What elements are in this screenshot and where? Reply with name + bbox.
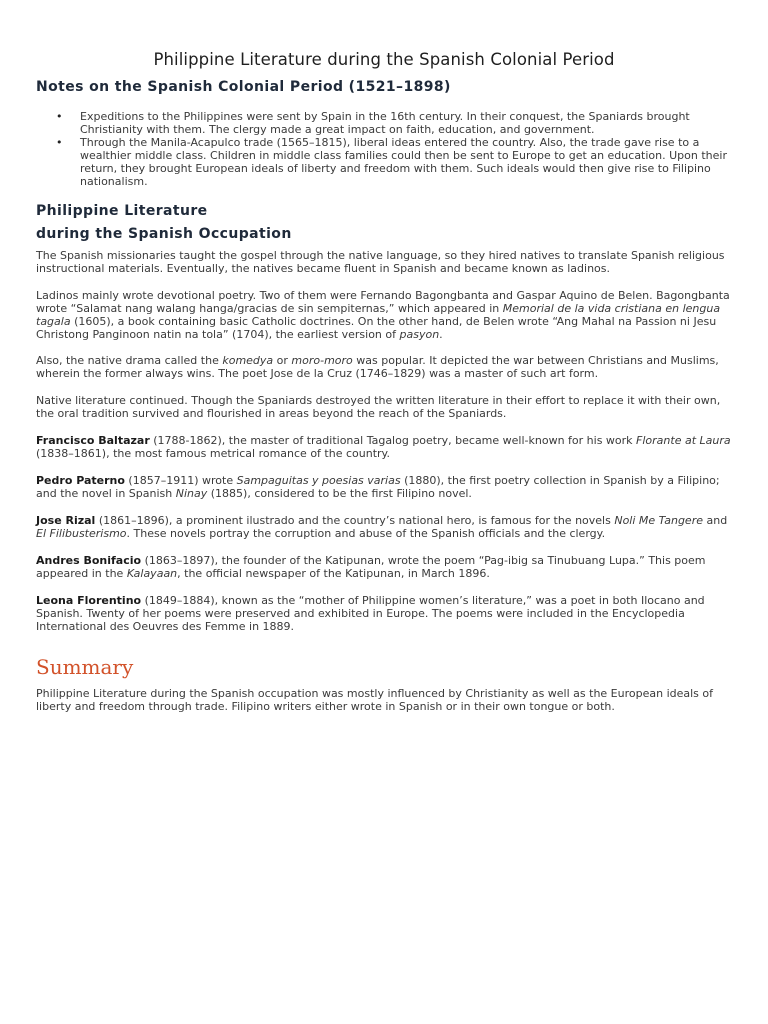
work-title: Florante at Laura — [636, 434, 731, 447]
notes-heading: Notes on the Spanish Colonial Period (1521–1898) — [36, 79, 451, 95]
author-text: (1863–1897), the founder of the Katipunan, wrote the poem “Pag-ibig sa Tinubuang Lupa.” This poem appeared in the — [36, 554, 706, 580]
ladinos-paragraph — [36, 289, 736, 341]
memorial-title: Memorial de la vida cristiana en lengua tagala — [36, 302, 721, 328]
author-text: (1849–1884), known as the “mother of Philippine women’s literature,” was a poet in both Ilocano and Spanish. Twenty of her poems were preserved and exhibited in Europe. The poems were included in the Encyclopedia International des Oeuvres des Femme in 1889. — [36, 594, 705, 633]
author-text: . These novels portray the corruption and abuse of the Spanish officials and the clergy. — [126, 527, 606, 540]
missionaries-paragraph: The Spanish missionaries taught the gospel through the native language, so they hired natives to translate Spanish religious instructional materials. Eventually, the natives became fluent in Spanish and became known as ladinos. — [36, 249, 725, 275]
notes-bullet-list — [36, 110, 736, 188]
komedya-text: Also, the native drama called the — [36, 354, 223, 367]
komedya-text: was popular. It depicted the war between Christians and Muslims, wherein the former always wins. The poet Jose de la Cruz (1746–1829) was a master of such art form. — [36, 354, 719, 380]
notes-bullet-item: • Expeditions to the Philippines were sent by Spain in the 16th century. In their conquest, the Spaniards brought Christianity with them. The clergy made a great impact on faith, education, and government. — [36, 110, 736, 136]
work-title: El Filibusterismo — [36, 527, 127, 540]
summary-heading: Summary — [36, 655, 134, 679]
document-title: Philippine Literature during the Spanish Colonial Period — [153, 50, 615, 69]
author-name: Pedro Paterno — [36, 474, 125, 487]
author-text: (1838–1861), the most famous metrical romance of the country. — [36, 447, 390, 460]
work-title: Sampaguitas y poesias varias — [236, 474, 401, 487]
work-title: Noli Me Tangere — [614, 514, 703, 527]
author-name: Leona Florentino — [36, 594, 142, 607]
author-text: (1788-1862), the master of traditional Tagalog poetry, became well-known for his work — [149, 434, 637, 447]
komedya-text: or — [273, 354, 292, 367]
komedya-paragraph — [36, 354, 736, 380]
florentino-paragraph — [36, 594, 736, 633]
author-text: (1857–1911) wrote — [124, 474, 237, 487]
paterno-paragraph — [36, 474, 736, 500]
bonifacio-paragraph — [36, 554, 736, 580]
literature-heading-line2: during the Spanish Occupation — [36, 226, 292, 242]
ladinos-text: (1605), a book containing basic Catholic doctrines. On the other hand, de Belen wrote “Ang Mahal na Passion ni Jesu Christong Panginoon natin na tola” (1704), the earliest version of — [36, 315, 717, 341]
ladinos-text: Ladinos mainly wrote devotional poetry. Two of them were Fernando Bagongbanta and Gaspar Aquino de Belen. Bagongbanta wrote “Salamat nang walang hanga/gracias de sin sempiternas,” which appeared in — [36, 289, 730, 315]
work-title: Kalayaan — [126, 567, 178, 580]
pasyon-term: pasyon — [399, 328, 440, 341]
author-name: Francisco Baltazar — [36, 434, 150, 447]
author-name: Jose Rizal — [36, 514, 96, 527]
literature-heading-line1: Philippine Literature — [36, 203, 208, 219]
author-text: (1885), considered to be the first Filipino novel. — [207, 487, 472, 500]
native-literature-paragraph: Native literature continued. Though the Spaniards destroyed the written literature in their effort to replace it with their own, the oral tradition survived and flourished in areas beyond the reach of the Spaniards. — [36, 394, 721, 420]
baltazar-paragraph — [36, 434, 736, 460]
ladinos-text: . — [439, 328, 443, 341]
author-text: and — [702, 514, 728, 527]
moro-moro-term: moro-moro — [291, 354, 353, 367]
komedya-term: komedya — [222, 354, 274, 367]
author-name: Andres Bonifacio — [36, 554, 142, 567]
author-text: (1861–1896), a prominent ilustrado and the country’s national hero, is famous for the novels — [95, 514, 615, 527]
work-title: Ninay — [175, 487, 208, 500]
summary-paragraph: Philippine Literature during the Spanish occupation was mostly influenced by Christianity as well as the European ideals of liberty and freedom through trade. Filipino writers either wrote in Spanish or in their own tongue or both. — [36, 687, 714, 713]
author-text: , the official newspaper of the Katipunan, in March 1896. — [177, 567, 490, 580]
rizal-paragraph — [36, 514, 736, 540]
notes-bullet-item: • Through the Manila-Acapulco trade (1565–1815), liberal ideas entered the country. Also, the trade gave rise to a wealthier middle class. Children in middle class families could then be sent to Europe to get an education. Upon their return, they brought European ideals of liberty and freedom with them. Such ideals would then give rise to Filipino nationalism. — [36, 136, 736, 188]
author-text: (1880), the first poetry collection in Spanish by a Filipino; and the novel in Spanish — [36, 474, 720, 500]
